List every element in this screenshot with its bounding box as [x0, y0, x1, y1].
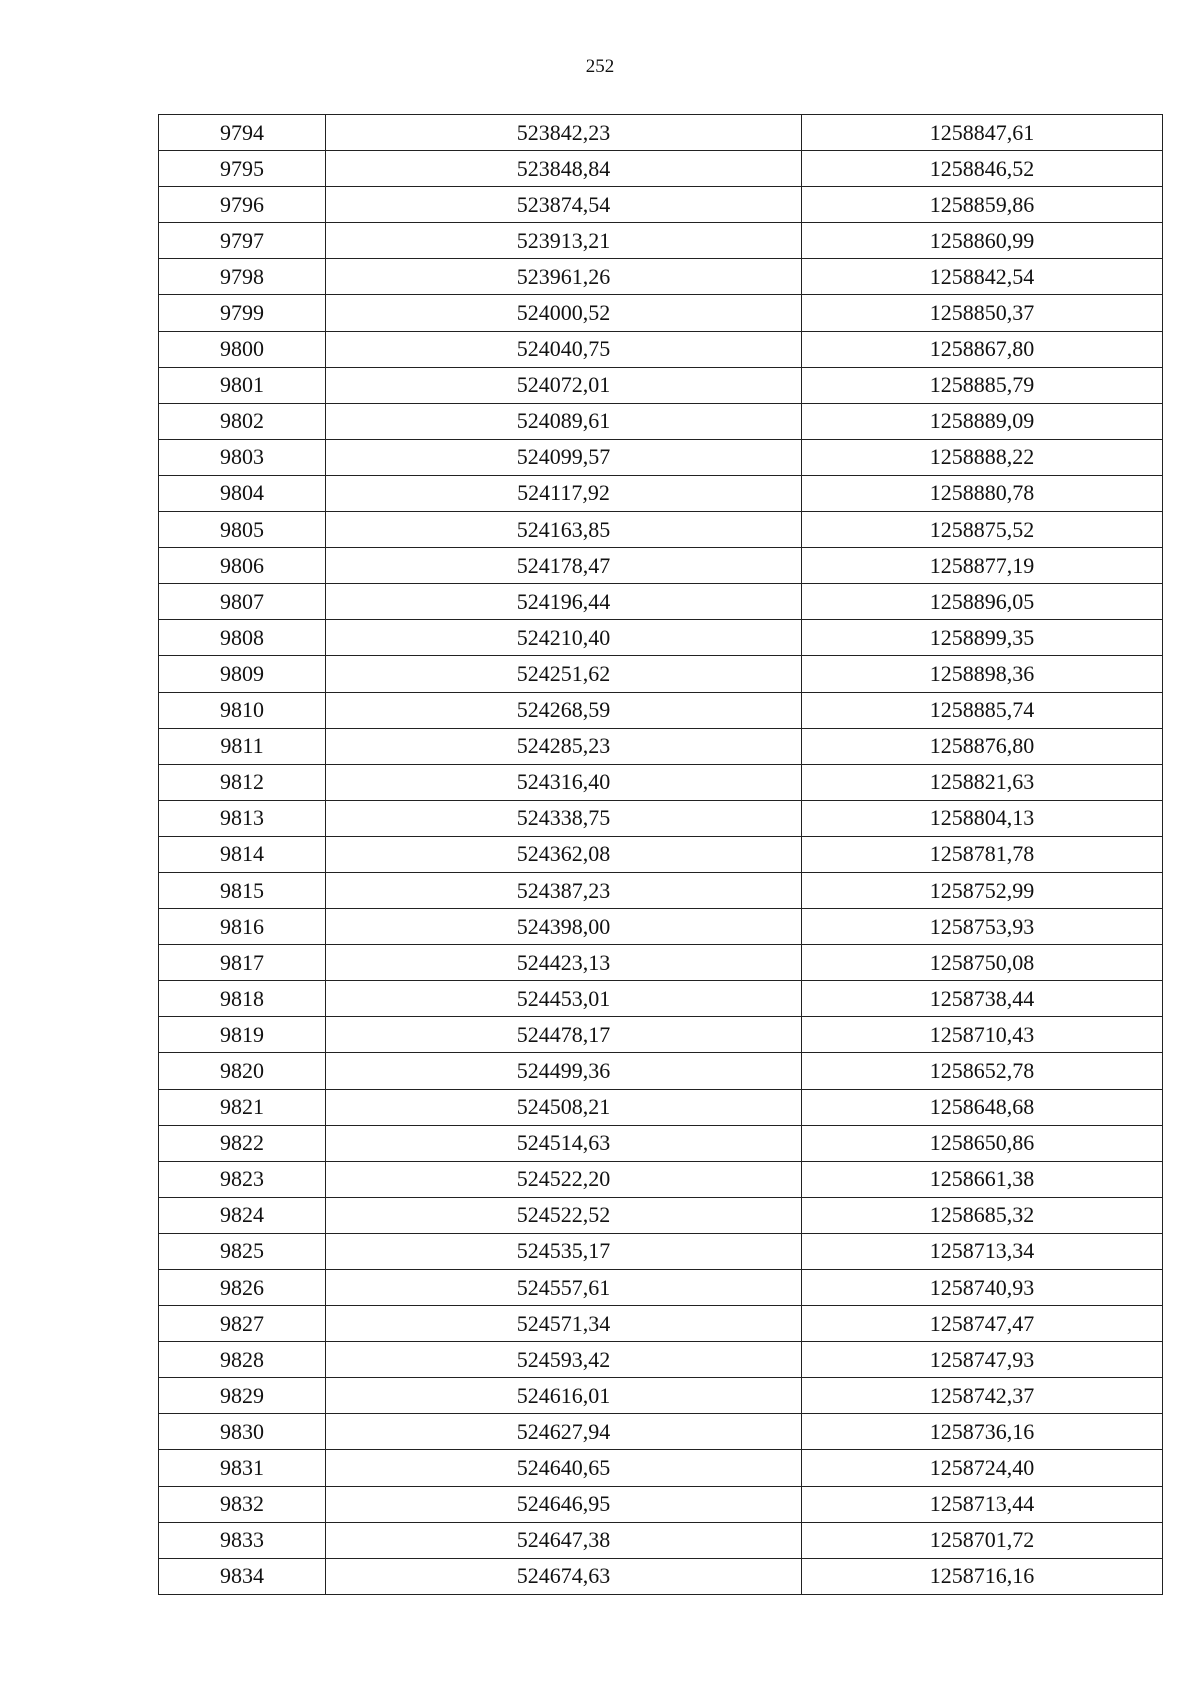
x-coordinate-cell: 524640,65 — [326, 1450, 802, 1486]
x-coordinate-cell: 524268,59 — [326, 692, 802, 728]
table-row — [159, 475, 1163, 511]
x-coordinate-cell: 524571,34 — [326, 1306, 802, 1342]
x-coordinate-cell: 524163,85 — [326, 512, 802, 548]
y-coordinate-cell: 1258747,47 — [802, 1306, 1163, 1342]
y-coordinate-cell: 1258710,43 — [802, 1017, 1163, 1053]
x-coordinate-cell: 523842,23 — [326, 115, 802, 151]
point-number-cell: 9825 — [159, 1233, 326, 1269]
x-coordinate-cell: 524647,38 — [326, 1522, 802, 1558]
table-row — [159, 187, 1163, 223]
x-coordinate-cell: 524514,63 — [326, 1125, 802, 1161]
x-coordinate-cell: 524040,75 — [326, 331, 802, 367]
y-coordinate-cell: 1258896,05 — [802, 584, 1163, 620]
table-row — [159, 1486, 1163, 1522]
x-coordinate-cell: 524646,95 — [326, 1486, 802, 1522]
y-coordinate-cell: 1258867,80 — [802, 331, 1163, 367]
x-coordinate-cell: 524316,40 — [326, 764, 802, 800]
x-coordinate-cell: 524117,92 — [326, 475, 802, 511]
table-row — [159, 836, 1163, 872]
point-number-cell: 9796 — [159, 187, 326, 223]
point-number-cell: 9819 — [159, 1017, 326, 1053]
point-number-cell: 9805 — [159, 512, 326, 548]
point-number-cell: 9809 — [159, 656, 326, 692]
point-number-cell: 9802 — [159, 403, 326, 439]
y-coordinate-cell: 1258713,34 — [802, 1233, 1163, 1269]
y-coordinate-cell: 1258740,93 — [802, 1270, 1163, 1306]
table-row — [159, 403, 1163, 439]
point-number-cell: 9833 — [159, 1522, 326, 1558]
table-row — [159, 259, 1163, 295]
table-row — [159, 548, 1163, 584]
y-coordinate-cell: 1258716,16 — [802, 1558, 1163, 1594]
point-number-cell: 9798 — [159, 259, 326, 295]
y-coordinate-cell: 1258859,86 — [802, 187, 1163, 223]
x-coordinate-cell: 524072,01 — [326, 367, 802, 403]
x-coordinate-cell: 524535,17 — [326, 1233, 802, 1269]
y-coordinate-cell: 1258888,22 — [802, 439, 1163, 475]
table-row — [159, 1197, 1163, 1233]
table-row — [159, 1017, 1163, 1053]
table-row — [159, 728, 1163, 764]
y-coordinate-cell: 1258875,52 — [802, 512, 1163, 548]
point-number-cell: 9810 — [159, 692, 326, 728]
table-row — [159, 1161, 1163, 1197]
y-coordinate-cell: 1258747,93 — [802, 1342, 1163, 1378]
table-row — [159, 1233, 1163, 1269]
y-coordinate-cell: 1258889,09 — [802, 403, 1163, 439]
x-coordinate-cell: 524478,17 — [326, 1017, 802, 1053]
point-number-cell: 9823 — [159, 1161, 326, 1197]
table-row — [159, 620, 1163, 656]
x-coordinate-cell: 524453,01 — [326, 981, 802, 1017]
y-coordinate-cell: 1258885,74 — [802, 692, 1163, 728]
y-coordinate-cell: 1258742,37 — [802, 1378, 1163, 1414]
table-row — [159, 764, 1163, 800]
point-number-cell: 9824 — [159, 1197, 326, 1233]
point-number-cell: 9797 — [159, 223, 326, 259]
y-coordinate-cell: 1258842,54 — [802, 259, 1163, 295]
table-row — [159, 1342, 1163, 1378]
point-number-cell: 9818 — [159, 981, 326, 1017]
point-number-cell: 9816 — [159, 909, 326, 945]
table-row — [159, 367, 1163, 403]
y-coordinate-cell: 1258898,36 — [802, 656, 1163, 692]
point-number-cell: 9834 — [159, 1558, 326, 1594]
y-coordinate-cell: 1258876,80 — [802, 728, 1163, 764]
y-coordinate-cell: 1258738,44 — [802, 981, 1163, 1017]
table-row — [159, 1053, 1163, 1089]
table-row — [159, 1450, 1163, 1486]
x-coordinate-cell: 524508,21 — [326, 1089, 802, 1125]
point-number-cell: 9811 — [159, 728, 326, 764]
x-coordinate-cell: 523874,54 — [326, 187, 802, 223]
x-coordinate-cell: 524499,36 — [326, 1053, 802, 1089]
x-coordinate-cell: 524338,75 — [326, 800, 802, 836]
y-coordinate-cell: 1258652,78 — [802, 1053, 1163, 1089]
y-coordinate-cell: 1258661,38 — [802, 1161, 1163, 1197]
x-coordinate-cell: 524099,57 — [326, 439, 802, 475]
point-number-cell: 9799 — [159, 295, 326, 331]
table-row — [159, 439, 1163, 475]
table-row — [159, 584, 1163, 620]
point-number-cell: 9815 — [159, 872, 326, 908]
x-coordinate-cell: 523848,84 — [326, 151, 802, 187]
x-coordinate-cell: 524593,42 — [326, 1342, 802, 1378]
point-number-cell: 9817 — [159, 945, 326, 981]
y-coordinate-cell: 1258648,68 — [802, 1089, 1163, 1125]
x-coordinate-cell: 524000,52 — [326, 295, 802, 331]
point-number-cell: 9807 — [159, 584, 326, 620]
point-number-cell: 9829 — [159, 1378, 326, 1414]
x-coordinate-cell: 524362,08 — [326, 836, 802, 872]
point-number-cell: 9820 — [159, 1053, 326, 1089]
y-coordinate-cell: 1258750,08 — [802, 945, 1163, 981]
point-number-cell: 9822 — [159, 1125, 326, 1161]
y-coordinate-cell: 1258860,99 — [802, 223, 1163, 259]
point-number-cell: 9826 — [159, 1270, 326, 1306]
x-coordinate-cell: 524423,13 — [326, 945, 802, 981]
point-number-cell: 9794 — [159, 115, 326, 151]
y-coordinate-cell: 1258753,93 — [802, 909, 1163, 945]
table-row — [159, 692, 1163, 728]
point-number-cell: 9821 — [159, 1089, 326, 1125]
y-coordinate-cell: 1258850,37 — [802, 295, 1163, 331]
table-row — [159, 512, 1163, 548]
point-number-cell: 9830 — [159, 1414, 326, 1450]
table-row — [159, 1414, 1163, 1450]
table-row — [159, 945, 1163, 981]
y-coordinate-cell: 1258880,78 — [802, 475, 1163, 511]
point-number-cell: 9827 — [159, 1306, 326, 1342]
point-number-cell: 9803 — [159, 439, 326, 475]
y-coordinate-cell: 1258752,99 — [802, 872, 1163, 908]
point-number-cell: 9814 — [159, 836, 326, 872]
point-number-cell: 9801 — [159, 367, 326, 403]
point-number-cell: 9804 — [159, 475, 326, 511]
table-row — [159, 1306, 1163, 1342]
y-coordinate-cell: 1258877,19 — [802, 548, 1163, 584]
table-row — [159, 981, 1163, 1017]
x-coordinate-cell: 524387,23 — [326, 872, 802, 908]
point-number-cell: 9806 — [159, 548, 326, 584]
x-coordinate-cell: 524522,20 — [326, 1161, 802, 1197]
y-coordinate-cell: 1258781,78 — [802, 836, 1163, 872]
table-row — [159, 151, 1163, 187]
x-coordinate-cell: 524398,00 — [326, 909, 802, 945]
x-coordinate-cell: 524210,40 — [326, 620, 802, 656]
y-coordinate-cell: 1258713,44 — [802, 1486, 1163, 1522]
point-number-cell: 9800 — [159, 331, 326, 367]
table-row — [159, 1270, 1163, 1306]
y-coordinate-cell: 1258899,35 — [802, 620, 1163, 656]
x-coordinate-cell: 524285,23 — [326, 728, 802, 764]
table-row — [159, 656, 1163, 692]
x-coordinate-cell: 524522,52 — [326, 1197, 802, 1233]
point-number-cell: 9795 — [159, 151, 326, 187]
y-coordinate-cell: 1258804,13 — [802, 800, 1163, 836]
x-coordinate-cell: 523913,21 — [326, 223, 802, 259]
table-row — [159, 223, 1163, 259]
point-number-cell: 9831 — [159, 1450, 326, 1486]
y-coordinate-cell: 1258885,79 — [802, 367, 1163, 403]
x-coordinate-cell: 524557,61 — [326, 1270, 802, 1306]
y-coordinate-cell: 1258847,61 — [802, 115, 1163, 151]
x-coordinate-cell: 524196,44 — [326, 584, 802, 620]
y-coordinate-cell: 1258650,86 — [802, 1125, 1163, 1161]
y-coordinate-cell: 1258736,16 — [802, 1414, 1163, 1450]
x-coordinate-cell: 524674,63 — [326, 1558, 802, 1594]
coordinates-table-body — [159, 115, 1163, 1595]
y-coordinate-cell: 1258846,52 — [802, 151, 1163, 187]
point-number-cell: 9832 — [159, 1486, 326, 1522]
y-coordinate-cell: 1258821,63 — [802, 764, 1163, 800]
x-coordinate-cell: 524089,61 — [326, 403, 802, 439]
table-row — [159, 295, 1163, 331]
table-row — [159, 1522, 1163, 1558]
x-coordinate-cell: 524627,94 — [326, 1414, 802, 1450]
point-number-cell: 9808 — [159, 620, 326, 656]
table-row — [159, 115, 1163, 151]
y-coordinate-cell: 1258685,32 — [802, 1197, 1163, 1233]
table-row — [159, 872, 1163, 908]
x-coordinate-cell: 524178,47 — [326, 548, 802, 584]
table-row — [159, 1125, 1163, 1161]
point-number-cell: 9812 — [159, 764, 326, 800]
table-row — [159, 1558, 1163, 1594]
coordinates-table — [158, 114, 1163, 1595]
table-row — [159, 800, 1163, 836]
x-coordinate-cell: 523961,26 — [326, 259, 802, 295]
y-coordinate-cell: 1258701,72 — [802, 1522, 1163, 1558]
point-number-cell: 9813 — [159, 800, 326, 836]
y-coordinate-cell: 1258724,40 — [802, 1450, 1163, 1486]
table-row — [159, 909, 1163, 945]
point-number-cell: 9828 — [159, 1342, 326, 1378]
table-row — [159, 1378, 1163, 1414]
table-row — [159, 331, 1163, 367]
table-row — [159, 1089, 1163, 1125]
x-coordinate-cell: 524251,62 — [326, 656, 802, 692]
page-number: 252 — [585, 56, 615, 77]
x-coordinate-cell: 524616,01 — [326, 1378, 802, 1414]
